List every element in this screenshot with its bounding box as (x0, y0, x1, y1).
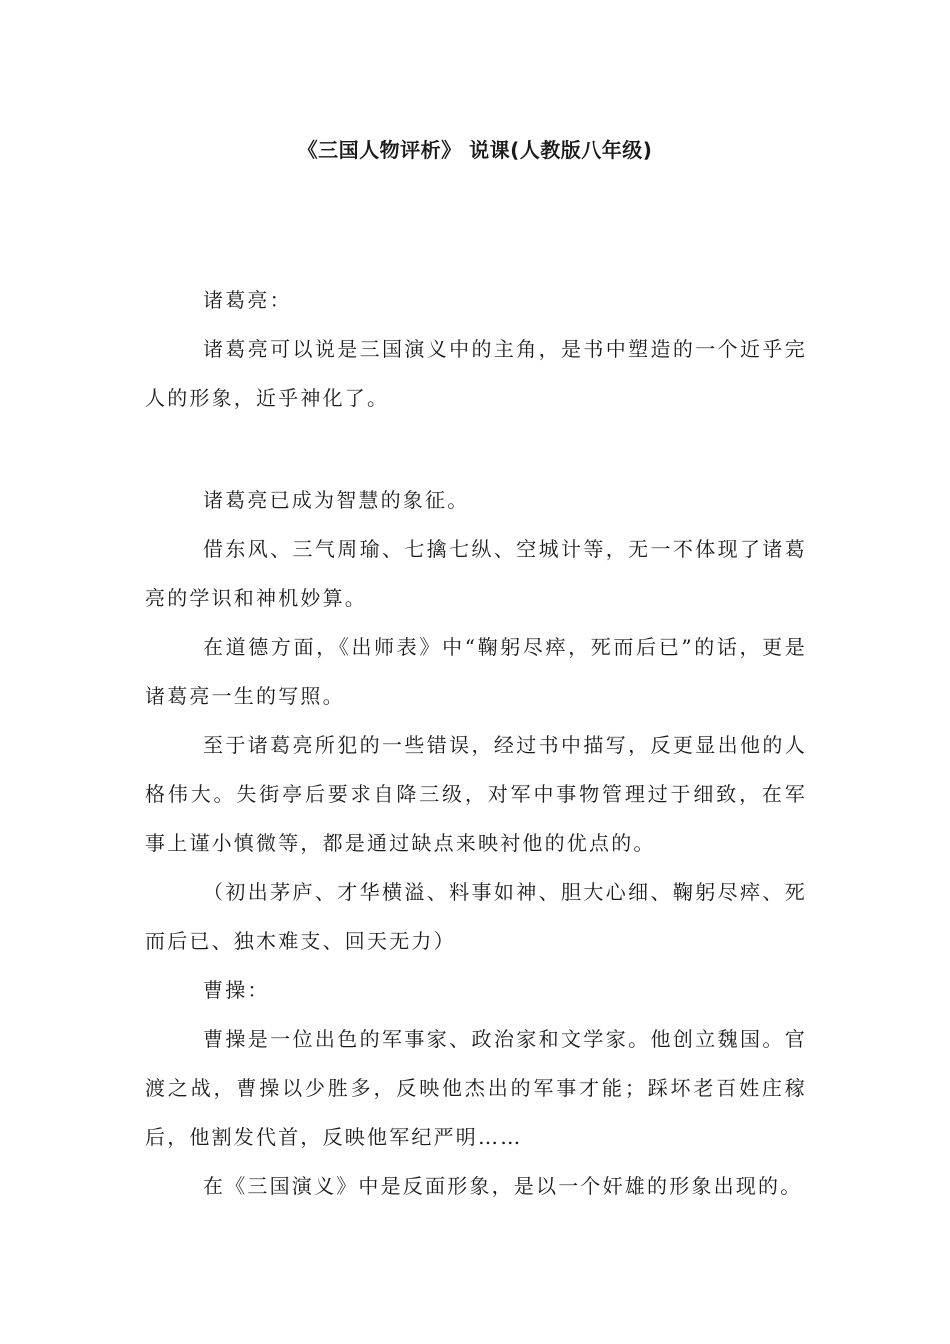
paragraph-zhuge-liang-intro: 诸葛亮可以说是三国演义中的主角，是书中塑造的一个近乎完人的形象，近乎神化了。 (145, 337, 807, 410)
paragraph-cao-cao-heading: 曹操： (203, 978, 270, 1002)
document-body-section-1 (145, 276, 807, 423)
document-title: 《三国人物评析》 说课(人教版八年级) (297, 138, 653, 162)
paragraph-mistakes: 至于诸葛亮所犯的一些错误，经过书中描写，反更显出他的人格伟大。失街亭后要求自降三级，对军中事物管理过于细致，在军事上谨小慎微等，都是通过缺点来映衬他的优点的。 (145, 733, 807, 855)
paragraph-zhuge-liang-heading: 诸葛亮： (203, 288, 292, 312)
paragraph-cao-cao-image: 在《三国演义》中是反面形象，是以一个奸雄的形象出现的。 (203, 1174, 803, 1198)
document-body-section-2 (145, 476, 807, 1211)
paragraph-wisdom-symbol: 诸葛亮已成为智慧的象征。 (203, 488, 470, 512)
paragraph-famous-strategies: 借东风、三气周瑜、七擒七纵、空城计等，无一不体现了诸葛亮的学识和神机妙算。 (145, 537, 807, 610)
paragraph-cao-cao-achievements: 曹操是一位出色的军事家、政治家和文学家。他创立魏国。官渡之战，曹操以少胜多，反映他杰出的军事才能；踩坏老百姓庄稼后，他割发代首，反映他军纪严明…… (145, 1027, 807, 1149)
paragraph-morality: 在道德方面，《出师表》中“鞠躬尽瘁，死而后已”的话，更是诸葛亮一生的写照。 (145, 635, 807, 708)
paragraph-summary-keywords: （初出茅庐、才华横溢、料事如神、胆大心细、鞠躬尽瘁、死而后已、独木难支、回天无力） (145, 880, 807, 953)
